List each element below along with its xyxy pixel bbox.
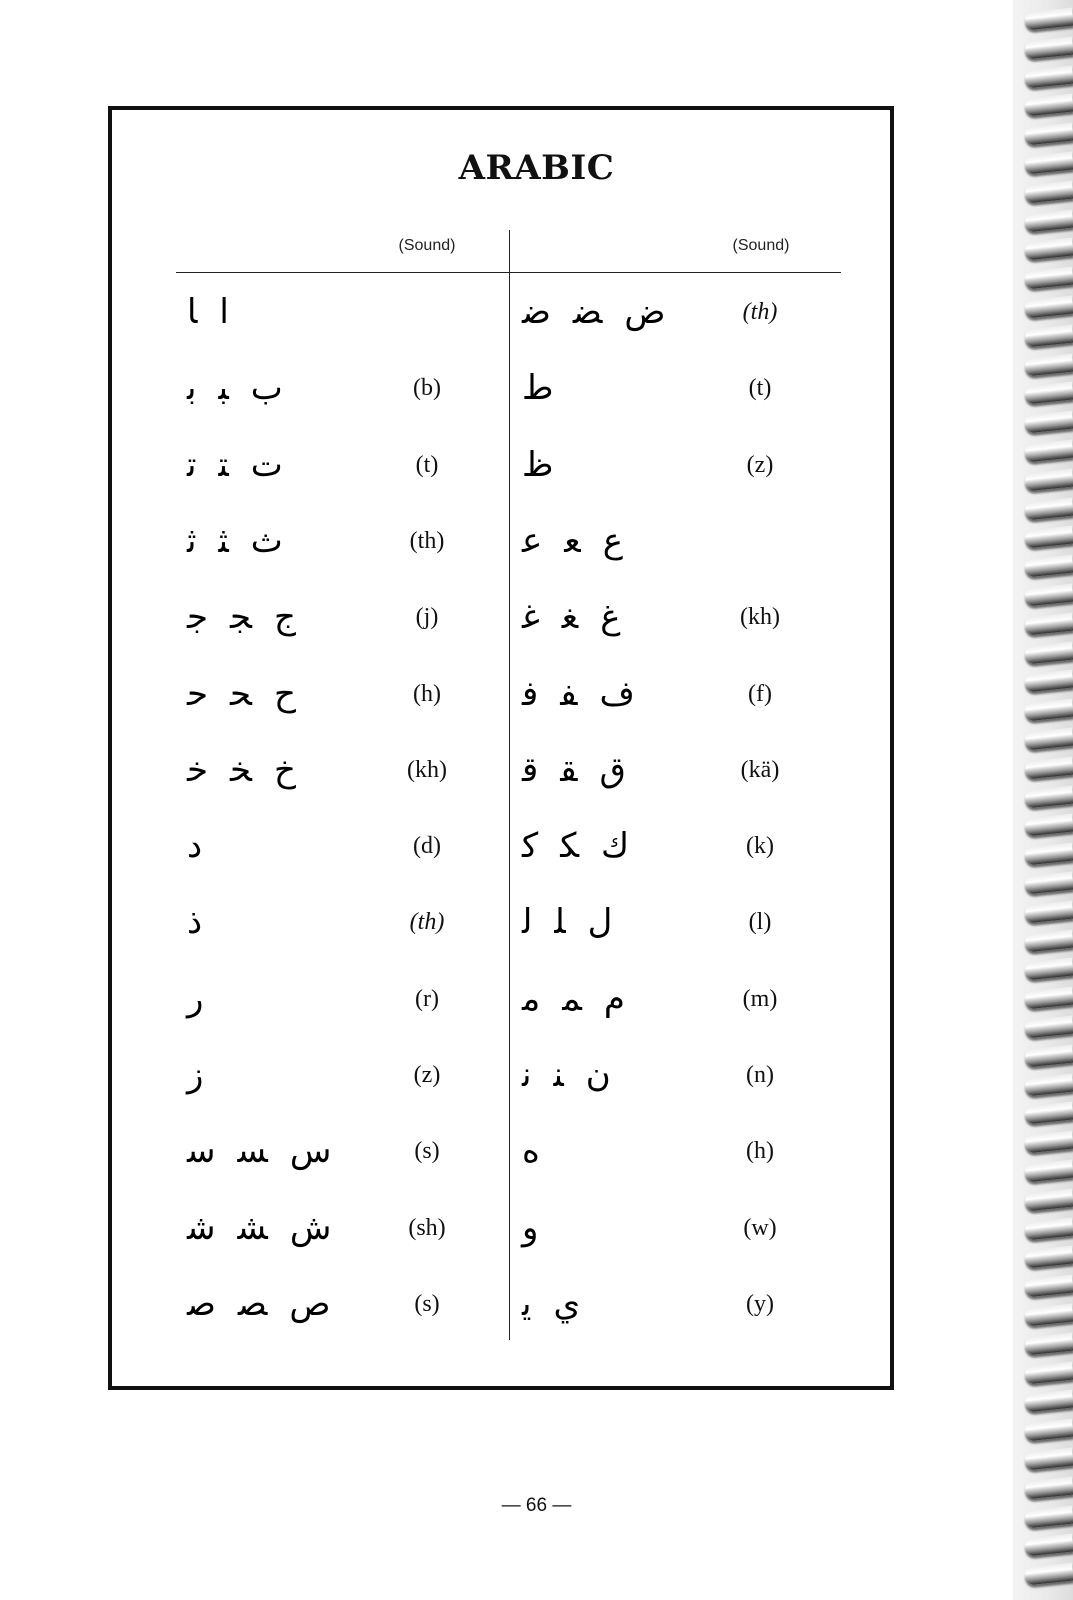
left-sound-label: (th) bbox=[409, 528, 445, 554]
left-letter-forms bbox=[165, 902, 345, 942]
binding-coil bbox=[1024, 1419, 1073, 1442]
binding-coil bbox=[1024, 1390, 1073, 1413]
right-sound-label: (t) bbox=[748, 375, 772, 401]
left-sound-label: (z) bbox=[413, 1062, 441, 1088]
left-sound-label: (sh) bbox=[408, 1215, 446, 1241]
left-letter-forms bbox=[165, 521, 345, 561]
right-sound-label: (w) bbox=[743, 1215, 777, 1241]
binding-coil bbox=[1024, 8, 1073, 31]
left-letter-glyph: ﺧ bbox=[187, 750, 209, 790]
right-letter-forms bbox=[500, 826, 680, 866]
binding-coil bbox=[1024, 210, 1073, 233]
binding-coil bbox=[1024, 930, 1073, 953]
right-letter-glyph: ﻐ bbox=[561, 597, 579, 637]
left-letter-glyph: ﺸ bbox=[237, 1208, 268, 1248]
binding-coil bbox=[1024, 757, 1073, 780]
right-letter-glyph: ﻏ bbox=[522, 597, 540, 637]
left-letter-glyph: ﺴ bbox=[237, 1131, 268, 1171]
left-letter-glyph: ت bbox=[250, 445, 283, 485]
right-letter-forms bbox=[500, 368, 680, 408]
right-sound-label: (z) bbox=[746, 452, 774, 478]
left-letter-glyph: ﺟ bbox=[187, 597, 209, 637]
left-letter-glyph: ﺤ bbox=[230, 674, 252, 714]
left-sound-label: (r) bbox=[415, 986, 439, 1012]
binding-coil bbox=[1024, 1275, 1073, 1298]
right-letter-forms bbox=[500, 979, 680, 1019]
left-sound-label: (t) bbox=[415, 452, 439, 478]
left-sound-label: (b) bbox=[413, 375, 441, 401]
binding-coil bbox=[1024, 1477, 1073, 1500]
left-letter-glyph: ﺼ bbox=[237, 1284, 268, 1324]
right-letter-glyph: ﻠ bbox=[554, 902, 566, 942]
right-letter-glyph: ف bbox=[599, 674, 635, 714]
right-letter-glyph: ه bbox=[522, 1131, 540, 1171]
binding-coil bbox=[1024, 498, 1073, 521]
left-letter-glyph: ﺻ bbox=[187, 1284, 216, 1324]
right-letter-forms bbox=[500, 1055, 680, 1095]
left-sound-label: (j) bbox=[415, 604, 439, 630]
right-letter-forms bbox=[500, 1284, 680, 1324]
binding-coil bbox=[1024, 526, 1073, 549]
binding-coil bbox=[1024, 1218, 1073, 1241]
right-letter-glyph: ﻘ bbox=[560, 750, 578, 790]
left-sound-label: (h) bbox=[413, 681, 441, 707]
left-letter-forms bbox=[165, 1284, 345, 1324]
left-letter-glyph: ص bbox=[289, 1284, 331, 1324]
spiral-binding bbox=[1013, 0, 1073, 1600]
right-letter-forms bbox=[500, 902, 680, 942]
binding-coil bbox=[1024, 1074, 1073, 1097]
right-letter-glyph: ﻗ bbox=[522, 750, 539, 790]
right-letter-forms bbox=[500, 521, 680, 561]
right-sound-label: (f) bbox=[748, 681, 772, 707]
binding-coil bbox=[1024, 1534, 1073, 1557]
binding-coil bbox=[1024, 901, 1073, 924]
binding-coil bbox=[1024, 1160, 1073, 1183]
right-letter-glyph: ﻤ bbox=[562, 979, 582, 1019]
left-letter-glyph: ج bbox=[273, 597, 296, 637]
binding-coil bbox=[1024, 296, 1073, 319]
left-sound-label: (kh) bbox=[407, 757, 447, 783]
left-letter-forms bbox=[165, 1055, 345, 1095]
right-letter-forms bbox=[500, 597, 680, 637]
right-letter-glyph: ط bbox=[522, 368, 554, 408]
right-letter-glyph: غ bbox=[600, 597, 621, 637]
right-letter-forms bbox=[500, 750, 680, 790]
right-sound-label: (kh) bbox=[740, 604, 780, 630]
left-letter-forms bbox=[165, 1131, 345, 1171]
right-letter-glyph: ع bbox=[602, 521, 623, 561]
left-letter-glyph: خ bbox=[273, 750, 296, 790]
right-letter-glyph: ﻔ bbox=[560, 674, 578, 714]
right-letter-glyph: ﻋ bbox=[522, 521, 543, 561]
right-letter-glyph: ي bbox=[553, 1284, 581, 1324]
left-letter-glyph: ﺣ bbox=[187, 674, 209, 714]
left-letter-glyph: ب bbox=[250, 368, 283, 408]
binding-coil bbox=[1024, 66, 1073, 89]
right-sound-label: (k) bbox=[746, 833, 774, 859]
binding-coil bbox=[1024, 382, 1073, 405]
binding-coil bbox=[1024, 1333, 1073, 1356]
binding-coil bbox=[1024, 786, 1073, 809]
right-letter-glyph: ظ bbox=[522, 445, 554, 485]
binding-coil bbox=[1024, 354, 1073, 377]
right-letter-glyph: م bbox=[603, 979, 625, 1019]
left-letter-glyph: ﺗ bbox=[187, 445, 197, 485]
binding-coil bbox=[1024, 872, 1073, 895]
left-letter-glyph: ﺨ bbox=[230, 750, 252, 790]
left-letter-glyph: ﺑ bbox=[187, 368, 197, 408]
right-letter-forms bbox=[500, 445, 680, 485]
left-sound-header: (Sound) bbox=[398, 237, 456, 254]
left-sound-label: (d) bbox=[413, 833, 441, 859]
binding-coil bbox=[1024, 1506, 1073, 1529]
left-letter-glyph: ﺒ bbox=[218, 368, 229, 408]
left-sound-label: (s) bbox=[414, 1138, 440, 1164]
right-letter-glyph: ﻟ bbox=[522, 902, 533, 942]
left-letter-glyph: ﺜ bbox=[218, 521, 229, 561]
right-sound-label: (m) bbox=[742, 986, 778, 1012]
left-letter-glyph: ﺳ bbox=[187, 1131, 216, 1171]
binding-coil bbox=[1024, 181, 1073, 204]
right-letter-glyph: و bbox=[522, 1208, 539, 1248]
left-letter-glyph: ذ bbox=[187, 902, 203, 942]
left-letter-glyph: ح bbox=[273, 674, 296, 714]
binding-coil bbox=[1024, 728, 1073, 751]
left-letter-glyph: ﺘ bbox=[218, 445, 229, 485]
binding-coil bbox=[1024, 1189, 1073, 1212]
page-title: ARABIC bbox=[458, 148, 615, 188]
page-number: — 66 — bbox=[501, 1495, 572, 1516]
left-letter-glyph: ﺠ bbox=[230, 597, 252, 637]
right-letter-forms bbox=[500, 1131, 680, 1171]
right-letter-forms bbox=[500, 292, 680, 332]
right-letter-glyph: ك bbox=[600, 826, 629, 866]
left-letter-glyph: ث bbox=[250, 521, 283, 561]
left-letter-forms bbox=[165, 445, 345, 485]
left-sound-label: (th) bbox=[409, 909, 445, 935]
binding-coil bbox=[1024, 670, 1073, 693]
left-letter-glyph: ر bbox=[187, 979, 204, 1019]
right-letter-glyph: ﻛ bbox=[522, 826, 539, 866]
left-letter-forms bbox=[165, 597, 345, 637]
left-letter-forms bbox=[165, 292, 345, 332]
right-sound-header: (Sound) bbox=[732, 237, 790, 254]
binding-coil bbox=[1024, 584, 1073, 607]
binding-coil bbox=[1024, 642, 1073, 665]
binding-coil bbox=[1024, 1045, 1073, 1068]
right-letter-glyph: ﻓ bbox=[522, 674, 539, 714]
right-letter-forms bbox=[500, 674, 680, 714]
right-sound-label: (y) bbox=[746, 1291, 774, 1317]
binding-coil bbox=[1024, 94, 1073, 117]
binding-coil bbox=[1024, 1246, 1073, 1269]
right-sound-label: (n) bbox=[746, 1062, 774, 1088]
right-letter-glyph: ﻧ bbox=[522, 1055, 532, 1095]
left-letter-glyph: ز bbox=[187, 1055, 204, 1095]
right-letter-glyph: ﻀ bbox=[572, 292, 603, 332]
binding-coil bbox=[1024, 613, 1073, 636]
binding-coil bbox=[1024, 440, 1073, 463]
binding-coil bbox=[1024, 1102, 1073, 1125]
right-letter-glyph: ن bbox=[585, 1055, 611, 1095]
right-sound-label: (h) bbox=[746, 1138, 774, 1164]
left-letter-forms bbox=[165, 979, 345, 1019]
binding-coil bbox=[1024, 123, 1073, 146]
binding-coil bbox=[1024, 843, 1073, 866]
right-letter-glyph: ﺿ bbox=[522, 292, 551, 332]
left-letter-forms bbox=[165, 1208, 345, 1248]
binding-coil bbox=[1024, 1304, 1073, 1327]
left-letter-glyph: ﺛ bbox=[187, 521, 197, 561]
binding-coil bbox=[1024, 699, 1073, 722]
left-letter-glyph: ﺎ bbox=[187, 292, 198, 332]
left-letter-glyph: ﺷ bbox=[187, 1208, 216, 1248]
left-letter-glyph: ا bbox=[219, 292, 229, 332]
right-letter-glyph: ﻳ bbox=[522, 1284, 532, 1324]
right-letter-glyph: ق bbox=[599, 750, 626, 790]
binding-coil bbox=[1024, 1016, 1073, 1039]
binding-coil bbox=[1024, 325, 1073, 348]
right-letter-glyph: ﻜ bbox=[560, 826, 579, 866]
right-sound-label: (th) bbox=[742, 299, 778, 325]
binding-coil bbox=[1024, 238, 1073, 261]
binding-coil bbox=[1024, 152, 1073, 175]
left-sound-label: (s) bbox=[414, 1291, 440, 1317]
binding-coil bbox=[1024, 555, 1073, 578]
right-letter-glyph: ﻌ bbox=[564, 521, 581, 561]
right-sound-label: (kä) bbox=[740, 757, 780, 783]
right-letter-glyph: ﻨ bbox=[553, 1055, 564, 1095]
binding-coil bbox=[1024, 469, 1073, 492]
left-letter-forms bbox=[165, 826, 345, 866]
left-letter-forms bbox=[165, 368, 345, 408]
left-letter-forms bbox=[165, 750, 345, 790]
right-letter-glyph: ض bbox=[624, 292, 666, 332]
left-letter-glyph: س bbox=[289, 1131, 332, 1171]
left-letter-forms bbox=[165, 674, 345, 714]
right-letter-glyph: ل bbox=[587, 902, 613, 942]
binding-coil bbox=[1024, 814, 1073, 837]
binding-coil bbox=[1024, 267, 1073, 290]
binding-coil bbox=[1024, 958, 1073, 981]
binding-coil bbox=[1024, 1362, 1073, 1385]
binding-coil bbox=[1024, 1563, 1073, 1586]
right-letter-forms bbox=[500, 1208, 680, 1248]
right-sound-label: (l) bbox=[748, 909, 772, 935]
left-letter-glyph: ش bbox=[289, 1208, 332, 1248]
binding-coil bbox=[1024, 411, 1073, 434]
binding-coil bbox=[1024, 37, 1073, 60]
binding-coil bbox=[1024, 1131, 1073, 1154]
left-letter-glyph: د bbox=[187, 826, 203, 866]
binding-coil bbox=[1024, 987, 1073, 1010]
binding-coil bbox=[1024, 1448, 1073, 1471]
right-letter-glyph: ﻣ bbox=[522, 979, 541, 1019]
